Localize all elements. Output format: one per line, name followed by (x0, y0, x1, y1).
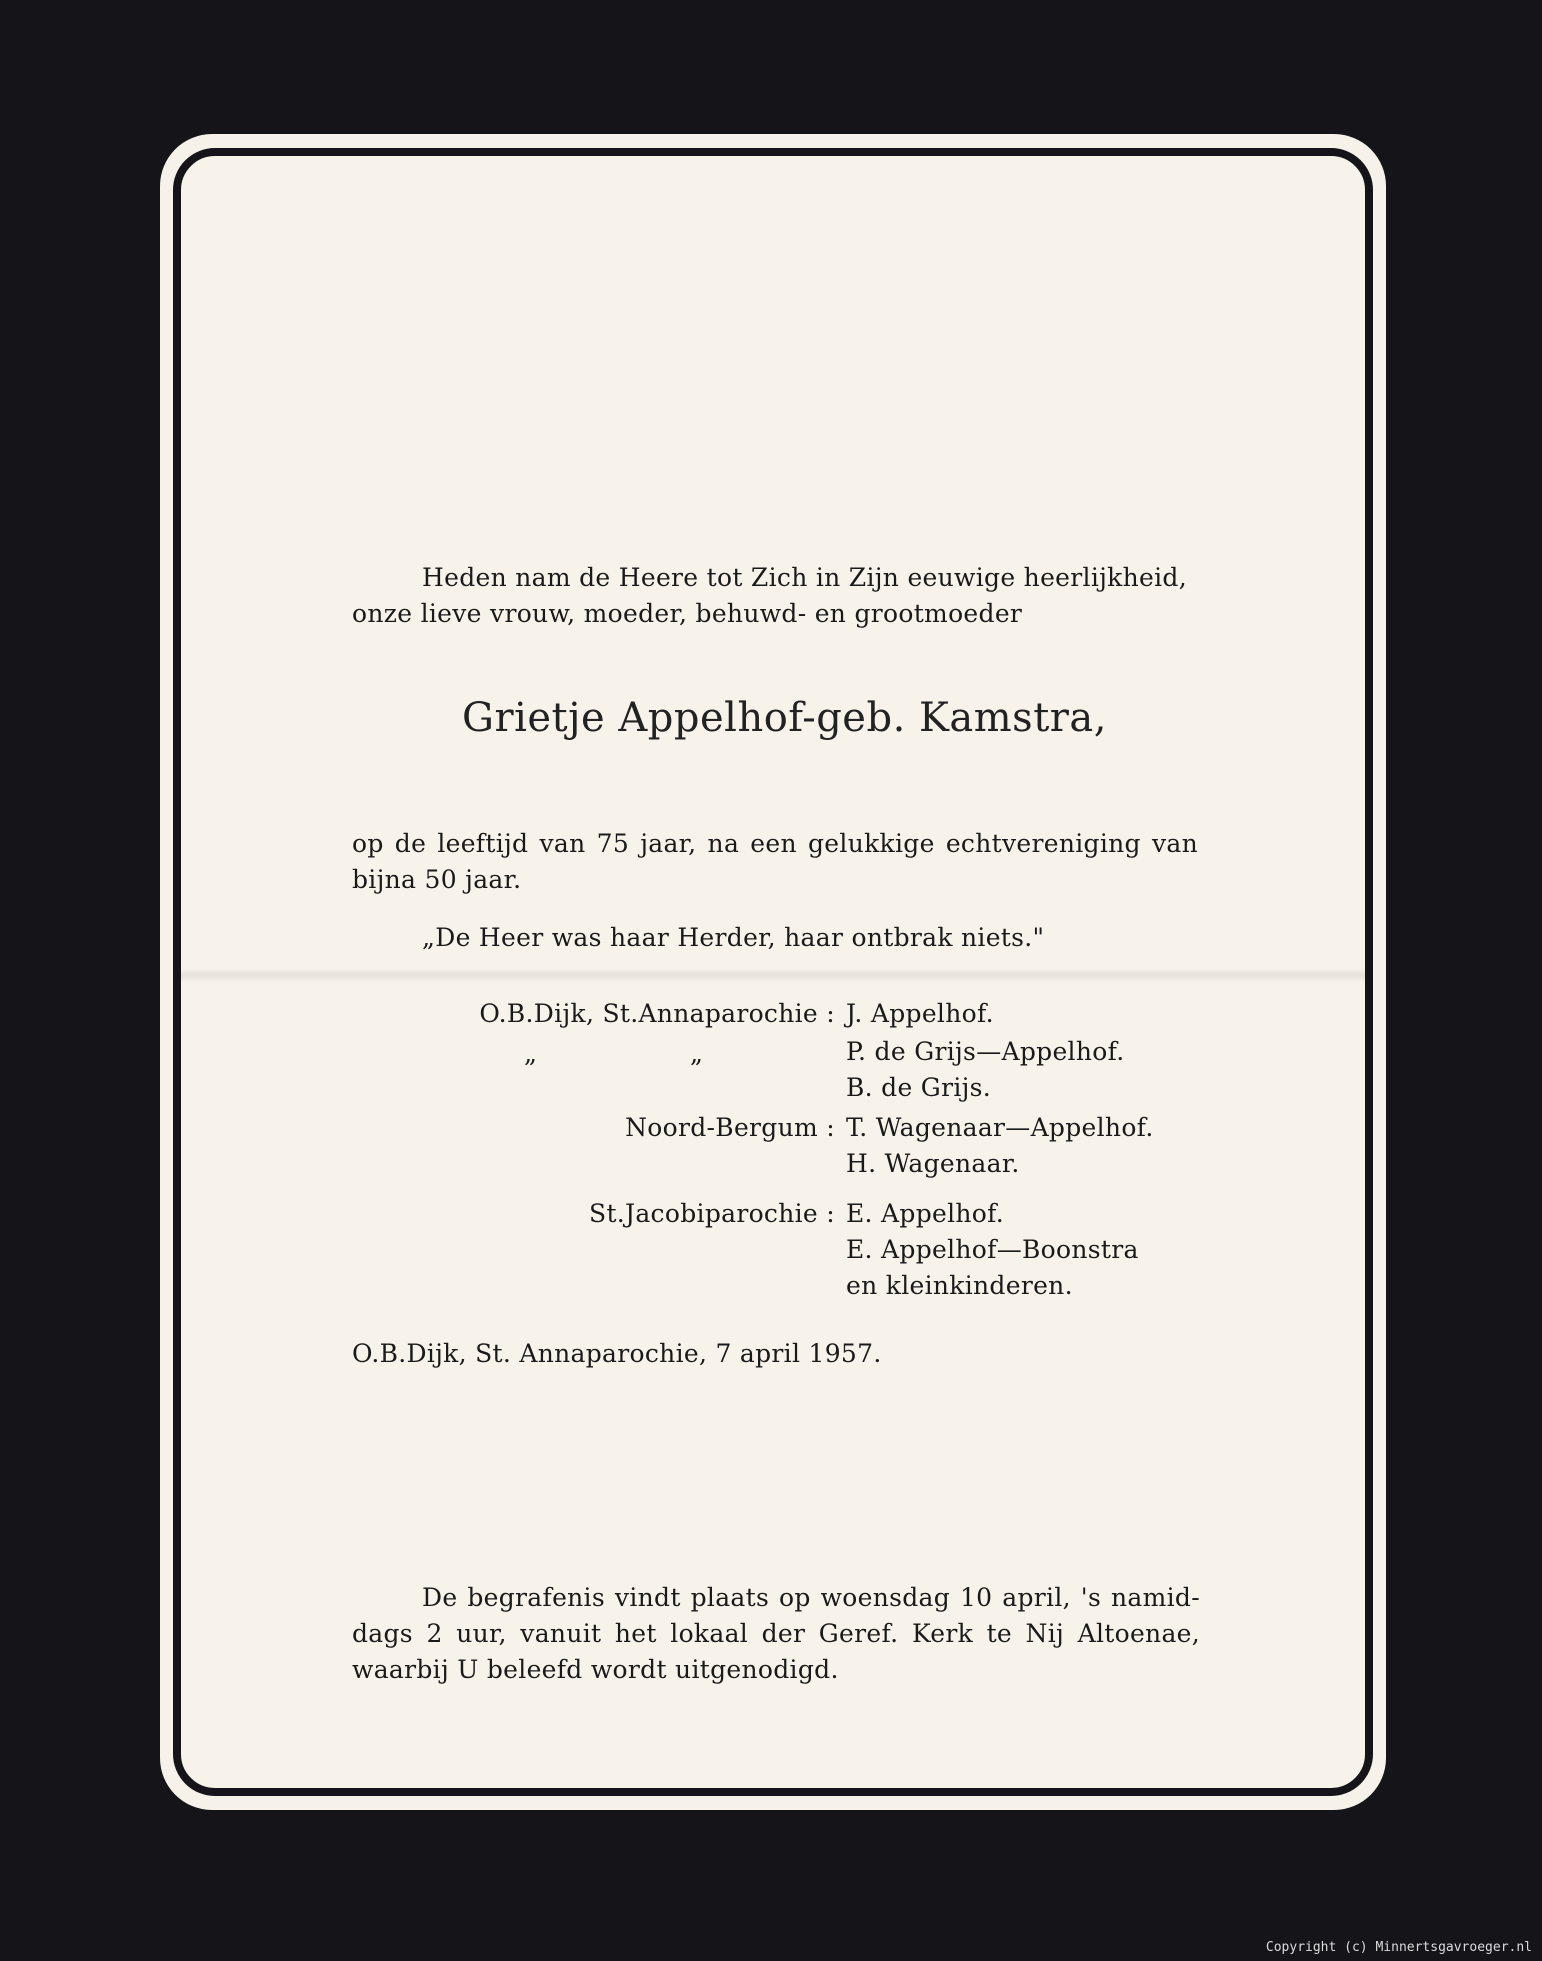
age-line-1: op de leeftijd van 75 jaar, na een gelukkige echtvereniging van (352, 829, 1198, 858)
family-name-5: H. Wagenaar. (846, 1149, 1020, 1178)
paper-fold-line (181, 968, 1365, 982)
family-name-8: en kleinkinderen. (846, 1271, 1073, 1300)
date-line: O.B.Dijk, St. Annaparochie, 7 april 1957. (352, 1339, 882, 1368)
family-name-6: E. Appelhof. (846, 1199, 1005, 1228)
family-name-2: P. de Grijs—Appelhof. (846, 1037, 1125, 1066)
family-place-4: Noord-Bergum : (625, 1113, 835, 1142)
family-ditto-1: „ (524, 1039, 538, 1068)
family-name-7: E. Appelhof—Boonstra (846, 1235, 1139, 1264)
family-ditto-2: „ (690, 1039, 704, 1068)
deceased-name: Grietje Appelhof-geb. Kamstra, (462, 695, 1107, 741)
copyright-notice: Copyright (c) Minnertsgavroeger.nl (1265, 1940, 1532, 1955)
scripture-quote: „De Heer was haar Herder, haar ontbrak niets." (422, 923, 1045, 952)
age-line-2: bijna 50 jaar. (352, 865, 522, 894)
family-name-4: T. Wagenaar—Appelhof. (846, 1113, 1154, 1142)
family-name-1: J. Appelhof. (846, 999, 994, 1028)
funeral-line-1: De begrafenis vindt plaats op woensdag 10 april, 's namid- (422, 1583, 1200, 1612)
intro-line-1: Heden nam de Heere tot Zich in Zijn eeuwige heerlijkheid, (422, 563, 1187, 592)
family-place-1: O.B.Dijk, St.Annaparochie : (479, 999, 835, 1028)
family-place-6: St.Jacobiparochie : (589, 1199, 835, 1228)
funeral-line-3: waarbij U beleefd wordt uitgenodigd. (352, 1655, 839, 1684)
funeral-line-2: dags 2 uur, vanuit het lokaal der Geref. Kerk te Nij Altoenae, (352, 1619, 1200, 1648)
intro-line-2: onze lieve vrouw, moeder, behuwd- en grootmoeder (352, 599, 1023, 628)
family-name-3: B. de Grijs. (846, 1073, 992, 1102)
